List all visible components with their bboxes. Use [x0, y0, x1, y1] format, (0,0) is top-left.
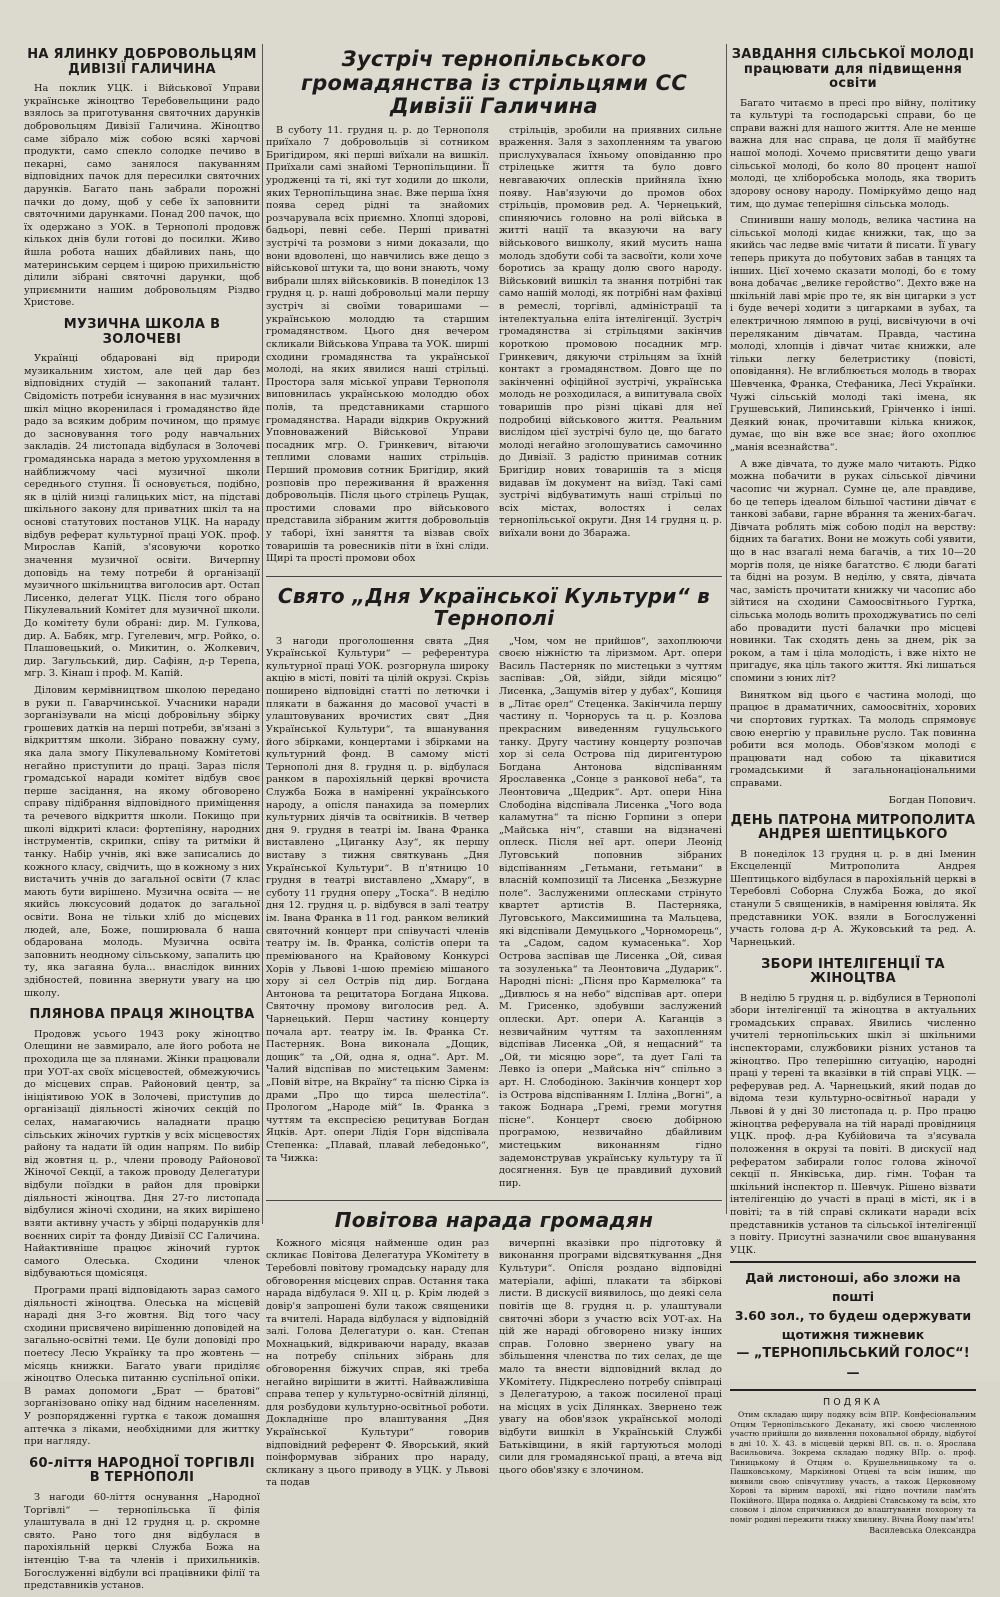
article-text: А вже дівчата, то дуже мало читають. Рідко можна побачити в руках сільської дівчини часопис чи журнал. Сумне це, але правдиве, бо це теперь ідеалом більшої частини дівчат є танкові забави, гарне вбрання та жених-багач. Дівчата роблять між собою поділ на верству: бідних та багатих. Вони не можуть собі уявити, що в нас взагалі нема багачів, а тих 10—20 моргів поля, це ніяке багатство. Є люди багаті та бідні на розум. В неділю, у свята, дівчата час, замість прочитати книжку чи часопис або зійтися на сходини Самоосвітнього Гуртка, сільська молодь волить проходжуватись по селі або провадити пусті балачки про місцеві новинки. Так сходять день за днем, рік за роком, а там і ціла молодість, і вже ніхто не пригадує, яка ціль такого життя. Які лишаться спомини з юних літ? — [730, 458, 976, 685]
middle-column — [266, 40, 722, 1494]
article-text: Діловим кермівництвом школою передано в руки п. Гаварчинської. Учасники наради зорганізували на місці добровільну збірку грошевих датків на перші потреби, зв'язані з відкриттям школи. Зібрано поважну суму, яка дала змогу Пікулевальному Комітетові негайно приступити до праці. Зараз після громадської наради комітет відбув своє перше засідання, на якому обговорено справу підібрання відповідного приміщення та речевого відкриття школи. Покищо при школі відкриті класи: фортепіяну, народних інструментів, скрипки, співу та ритміки й танку. Набір учнів, які вже записались до кожного класу, свідчить, що в кожному з них вистачить учнів до загальної освіти (7 клас мають бути вирішено. Музична освіта — не якийсь люксусовий додаток до загальної освіти. Вона не тільки хліб до місцевих людей, але, Боже, поширювала б наша обдарована молодь. Музична освіта заповнить неодному сільському, запалить цю ту, яка загаяна була... внаслідок винних здібностей, повинна звернути увагу на цю школу. — [24, 685, 260, 999]
article-title: ДЕНЬ ПАТРОНА МИТРОПОЛИТА АНДРЕЯ ШЕПТИЦЬКОГО — [730, 812, 976, 843]
article-title: МУЗИЧНА ШКОЛА В ЗОЛОЧЕВІ — [63, 317, 221, 347]
thanks-text: Отим складаю щиру подяку всім ВПР. Конфесіональним Отцям Тернопільського Деканату, які своєю численною участю прийшли до виявлення поховальної обряду, відбутої в дні 10. X. 43. в місцевій церкві ВП. св. п. о. Ярослава Васильовича. Зокрема складаю подяку ВПр. о. проф. Тиницькому й Отцям о. Крушельницькому та о. Пашковському, Маркіянові Отцеві та всім іншим, що виявили свою співчутливу участь, а також Церковному Хорові та вірним парохії, які гідно почтили пам'ять Покійного. Щира подяка о. Андрієві Ставському та всім, хто словом і ділом спричинився до влаштування похорону та поміг родині пережити тяжку хвилину. Вічна Йому пам'ять! — [730, 1410, 976, 1524]
article-text: Програми праці відповідають зараз самого діяльності жіноцтва. Олеська на місцевій нараді дня 3-го жовтня. Від того часу сходини присвячено вирішенню доповідей на загально-освітні теми. Це були доповіді про поетесу Лесю Українку та про жовтень — місяць книжки. Багато уваги приділяє жіноцтво Олеська питанню суспільної опіки. В рамах допомоги „Брат — братові“ зорганізовано опіку над бідним населенням. У розпорядженні гуртка є також домашня аптечка з ліками, необхідними для життку при нагляду. — [24, 1284, 260, 1448]
article-text: Українці обдаровані від природи музикальним хистом, але цей дар без відповідних студій — закопаний талант. Свідомість потреби існування в нас музичних шкіл міцно вкоренилася і громадянство йде радо за всяким добрим почином, що прямує до засновування того роду навчальних закладів. 24 листопада відбулася в Золочеві громадянська нарада з метою урухомлення в найближчому часі музичної школи середнього ступня. Її основується, подібно, як в цілій низці галицьких міст, на підставі шкільного закону для приватних шкіл та на основі статутових постанов УЦК. На нараду відбув реферат культурної праці УОК. проф. Мирослав Капій, з'ясовуючи коротко значення музичної освіти. Вичерпну доповідь на тему потреби й організації музичного шкільництва виголосив арт. Остап Лисенко, делегат УЦК. Після того обрано Пікулевальний Комітет для музичної школи. До комітету були обрані: дир. М. Гулкова, дир. А. Бабяк, мгр. Гугелевич, мгр. Ройко, о. Плашовецький, о. Микитин, о. Жолкевич, дир. Загульський, дир. Сафіян, д-р Терепа, мгр. З. Кінаш і проф. М. Капій. — [24, 353, 260, 680]
author-signature: Богдан Попович. — [888, 794, 976, 806]
thanks-title: ПОДЯКА — [823, 1397, 883, 1409]
column-rule — [262, 44, 263, 1224]
article-columns — [266, 125, 722, 570]
article-text: Винятком від цього є частина молоді, що працює в драматичних, самоосвітніх, хорових чи спортових гуртках. Та молодь спрямовує свою енергію у правильне русло. Так повинна робити вся молодь. Обов'язком молоді є працювати над собою та цікавитися громадськими й загальнонаціональними справами. — [730, 689, 976, 789]
article-text: Спинивши нашу молодь, велика частина на сільської молоді кидає книжки, так, що за якийсь час ледве вміє читати й писати. Її увагу теперь прикута до побутових забав в танцях та інших. Цієї хочемо сказати молоді, бо є тому вона добачає „велике геройство“. Дехто вже на шкільній лаві мріє про те, як він цигарки з уст і буде вечері ходити з цигарками в зубах, та електричною лямпою в руці, висвічуючи в очі переляканим дівчатам. Правда, частина молоді, хлопців і дівчат читає книжки, але тільки легку белетристику (повісті, оповідання). Не вглиблюється молодь в творах Шевченка, Франка, Стефаника, Лесі Українки. Чужі сільській молоді такі імена, як Грушевський, Липинський, Грінченко і інші. Деякий юнак, прочитавши кілька книжок, думає, що він вже все знає; його охоплює „манія всезнайства“. — [730, 215, 976, 454]
article-title: ЗБОРИ ІНТЕЛІГЕНЦІЇ ТА ЖІНОЦТВА — [761, 956, 945, 987]
article-title: 60-ліття НАРОДНОЇ ТОРГІВЛІ В ТЕРНОПОЛІ — [29, 1455, 255, 1486]
thanks-signature: Василевська Олександра — [869, 1526, 976, 1536]
article-title: ЗАВДАННЯ СІЛЬСЬКОЇ МОЛОДІ працювати для підвищення освіти — [731, 47, 975, 92]
ad-line: Дай листоноші, або зложи на пошті — [745, 1270, 961, 1305]
article-columns — [266, 636, 722, 1195]
article-text: Продовж усього 1943 року жіноцтво Олещини не завмирало, але його робота не проходила ще за плянами. Жінки працювали при УОТ-ах своїх місцевостей, обмежуючись до місцевих справ. Районовий центр, за ініціятивою УОК в Золочеві, приступив до організації діяльності жіночих секцій по селах, намагаючись наладнати працю сільських жіночих гуртків у всіх місцевостях району та надати їй один напрям. По вибір від жовтня ц. р., члени проводу Районової Жіночої Секції, а також проводу Делегатури відбули поїздки в район для провірки діяльності жіноцтва. Дня 27-го листопада відбулися жіночі сходини, на яких вирішено взяти активну участь у збірці подарунків для воєнних сиріт та фонду Дивізії СС Галичина. Найактивніше працює жіночий гурток самого Олеська. Сходини членок відбуваються щомісяця. — [24, 1028, 260, 1280]
article-title: Свято „Дня Української Культури“ в Тернополі — [277, 583, 711, 631]
article-text: стрільців, зробили на приявних сильне враження. Заля з захопленням та увагою прислухувалася їхньому оповіданню про стрілецьке життя та було довго невгаваючих оплесків прийняла їхню появу. Нав'язуючи до промов обох стрільців, промовив ред. А. Чернецький, спиняючись головно на ролі війська в житті нації та вказуючи на вагу військового вишколу, який мусить наша молодь здобути собі та засвоїти, коли хоче боротись за кращу долю свого народу. Військовий вишкіл та знання потрібні так само нашій молоді, як потрібні нам фахівці в ремеслі, торгівлі, адміністрації та інтелектуальна еліта інтелігенції. Зустріч громадянства зі стрільцями закінчив короткою промовою посадник мгр. Гринкевич, дякуючи стрільцям за їхній контакт з громадянством. Довго ще по закінченні офіційної зустрічі, українська молодь не розходилася, а випитувала своїх товаришів про різні цікаві для неї подробиці військового життя. Реальним вислідом цієї зустрічі було це, що багато молоді негайно зголошуватись самочинно до Дивізії. З радістю принимав сотник Бригідир нових товаришів та з місця видавав їм документ на виїзд. Такі самі зустрічі відбуватимуть наші стрільці по всіх містах, волостях і селах тернопільської округи. Дня 14 грудня ц. р. виїхали вони до Збаража. — [499, 124, 722, 540]
article-title: ПЛЯНОВА ПРАЦЯ ЖІНОЦТВА — [29, 1007, 255, 1023]
article-text: „Чом, чом не прийшов“, захоплюючи своєю ніжністю та ліризмом. Арт. опери Василь Пастерняк по мистецьки з чуттям заспівав: „Ой, зійди, зійди місяцю“ Лисенка, „Защумів вітер у дубах“, Кошиця в „Літає орел“ Стеценка. Закінчила першу частину п. Чорнорусь та ц. р. Козлова прекрасним виведенням гуцульського танку. Другу частину концерту розпочав хор зі села Острова під диригентурою Богдана Антонова відспіванням Ярославенка „Сонце з ранкової неба“, та Леонтовича „Щедрик“. Арт. опери Ніна Слободіна відспівала Лисенка „Чого вода каламутна“ та пісню Горпини з опери „Майська ніч“, ставши на відзначені оплеск. Після неї арт. опери Леонід Луговський поповнив зібраних відспіванням „Гетьмани, гетьмани“ в власній композиції та Лисенка „Безжурне поле“. Заслуженими оплесками стрінуто квартет артистів В. Пастерняка, Луговського, Максимишина та Мальцева, які відспівали Демуцького „Чорноморець“, та „Садом, садом кумасенька“. Хор Острова заспівав ще Лисенка „Ой, сивая та зозуленька“ та Леонтовича „Дударик“. Народні пісні: „Пісня про Кармелюка“ та „Дивлюсь я на небо“ відспівав арт. опери М. Грисенко, здобувши заслужений оплески. Арт. опери А. Каганців з незвичайним чуттям та захопленням відспівав Лисенка „Ой, я нещасний“ та „Ой, ти місяцю зоре“, та дует Галі та Левко із опери „Майська ніч“ спільно з арт. Н. Слободіною. Закінчив концерт хор із Острова відспіванням І. Ілліна „Вогні“, а також Боднара „Гремі, греми могутня пісне“. Концерт своєю добірною програмою, незвичайно дбайливим мистецьким виконанням гідно задемонстрував українську культуру та її досягнення. Був це правдивий духовий пир. — [499, 635, 722, 1189]
ad-line: 3.60 зол., то будеш одержувати щотижня тижневик — [734, 1307, 972, 1342]
left-column — [24, 40, 260, 1597]
column-rule — [726, 44, 727, 1214]
article-text: В понеділок 13 грудня ц. р. в дні Іменин Ексцеленції Митрополита Андрея Шептицького відбулася в парохіяльній церкві в Теребовлі Соборна Служба Божа, до якої станули 5 священиків, в намірення ювілята. Як представники УОК. взяли в Богослуженні участь голова д-р А. Жуковський та ред. А. Чарнецький. — [730, 848, 976, 948]
article-text: В неділю 5 грудня ц. р. відбулися в Тернополі збори інтелігенції та жіноцтва в актуальних громадських справах. Явились численно учителі тернопільських шкіл зі шкільними інспекторами, службовики різних установ та жіноцтво. Про теперішню ситуацію, народні праці у терені та вказівки в тій справі УЦК. — реферував ред. А. Чарнецький, який подав до відома тези культурно-освітньої наради у Львові й у дні 30 листопада ц. р. Про працю жіноцтва реферувала на тій нараді провідниця УЦК. проф. д-ра Кубійовича та з'ясувала положення в окрузі та повіті. В дискусії над рефератом забирали голос голова жіночої секції п. Янківська, дир. гімн. Тофан та шкільний інспектор п. Шевчук. Рішено візвати інтелігенцію до участі в праці в місті, як і в повіті; та в тій справі скликати наради всіх представників установ та сільської інтелігенції з повіту. Присутні зазначили своє вшанування УЦК. — [730, 992, 976, 1256]
right-column — [730, 40, 976, 1541]
ad-line: — „ТЕРНОПІЛЬСЬКИЙ ГОЛОС“! — — [736, 1346, 970, 1381]
subscription-ad — [730, 1261, 976, 1391]
section-rule — [266, 576, 722, 577]
article-title: Повітова нарада громадян — [334, 1208, 654, 1233]
section-rule — [266, 1200, 722, 1201]
article-text: На поклик УЦК. і Військової Управи українське жіноцтво Теребовельщини радо взялось за приготування святочних дарунків добровольцям Дивізії Галичина. Жіноцтво саме зібрало між собою всякі харчові продукти, само спекло солодке печиво в пекарні, само занялося пакуванням відповідних пачок для пересилки святочних дарунків. Багато пань забрали порожні пачки до дому, щоб у себе їх заповнити святочними дарунками. Понад 200 пачок, що їх одержано з УОК. в Тернополі продовж кількох днів були готові до посилки. Живо йшла робота наших дбайливих пань, що материнським серцем і щирою прихильністю ділили зібрані святочні дарунки, щоб уприємнити нашим добровольцям Різдво Христове. — [24, 83, 260, 309]
article-text: вичерпні вказівки про підготовку й виконання програми відсвяткування „Дня Культури“. Опісля роздано відповідні матеріали, афіші, плакати та збіркові листи. В дискусії виявилось, що деякі села повітів ще 8. грудня ц. р. улаштували святочні збори з участю всіх УОТ-ах. На цій же нараді обговорено низку інших справ. Головно звернено увагу на збільшення членства по тих селах, де ще мало та внести відповідний вклад до УКомітету. Підкреслено потребу співпраці з Делегатурою, а також посиленої праці на місцях в усіх Ділянках. Звернено теж увагу на обов'язок української молоді відбути вишкіл в Українській Службі Батьківщини, в якій гартуються молоді сили для громадянської праці, а втеча від цього обов'язку є злочином. — [499, 1237, 722, 1476]
article-columns — [266, 1238, 722, 1494]
article-text: Багато читаємо в пресі про війну, політику та культурі та господарські справи, бо це справи важні для нашого життя. Але не менше важна для нас справа, це доля її майбутнє нашої молоді. Хочемо присвятити дещо уваги сільської молоді, бо коло 80 процент нашої молоді, це хліборобська молодь, яка творить здорову основу народу. Поміркуймо дещо над тим, що думає теперішня сільська молодь. — [730, 97, 976, 210]
article-text: З нагоди 60-ліття оснування „Народної Торгівлі“ — тернопільська її філія улаштувала в дні 12 грудня ц. р. скромне свято. Рано того дня відбулася в парохіяльній церкві Служба Божа на інтенцію Т-ва та членів і прихильників. Богослуженні відбули всі працівники філії та представників установ. — [24, 1491, 260, 1592]
article-text: Кожного місяця найменше один раз скликає Повітова Делегатура УКомітету в Теребовлі повітову громадську нараду для обговорення місцевих справ. Остання така нарада відбулася 9. XII ц. р. Крім людей з довір'я запрошені були також священики та вчителі. Нарада відбулася у відповідній залі. Голова Делегатури о. кан. Степан Мохнацький, відкриваючи нараду, вказав на потребу спільних зібрань для обговорення біжучих справ, які треба негайно вирішити в житті. Найважливіша справа тепер у культурно-освітній ділянці, для розбудови культурно-освітньої роботи. Докладніше про влаштування „Дня Української Культури“ говорив відповідний референт Ф. Яворський, який поінформував зібраних про нараду, скликану з цього приводу в УЦК. у Львові та подав — [266, 1237, 489, 1489]
article-title: НА ЯЛИНКУ ДОБРОВОЛЬЦЯМ ДИВІЗІЇ ГАЛИЧИНА — [27, 47, 257, 77]
article-text: В суботу 11. грудня ц. р. до Тернополя приїхало 7 добровольців зі сотником Бригідиром, які перші виїхали на вишкіл. Приїхали самі знайомі Тернопільщини. Її уродженці та ті, які тут ходили до школи, яких Тернопільщина знає. Вже перша їхня поява серед рідні та знайомих розчарувала всіх приємно. Хлопці здорові, бадьорі, певні себе. Перші приватні зустрічі та розмови з ними доказали, що вони вдоволені, що навчились вже дещо з військової штуки та, що вони знають, чому вибрали шлях військовиків. В понеділок 13 грудня ц. р. наші добровольці мали першу зустріч зі своїми товаришами — українською молоддю та старшим громадянством. Цього дня вечером скликали Військова Управа та УОК. ширші сходини громадянства та української молоді, на яких явилися наші стрільці. Простора заля міської управи Тернополя виповнилась українською молоддю обох полів, та представниками старшого громадянства. Наради відкрив Окружний Уповноважений Військової Управи посадник мгр. О. Гринкевич, вітаючи теплими словами наших стрільців. Перший промовив сотник Бригідир, який розповів про переживання й враження добровольців. Після цього стрілець Рущак, простими словами про військового представила зібраним життя добровольців у таборі, їхні заняття та візвав своїх товаришів та ровесників піти в їхні сліди. Щирі та прості промови обох — [266, 124, 489, 565]
article-title: Зустріч тернопільського громадянства із стрільцями СС Дивізії Галичина — [300, 47, 688, 119]
article-text: З нагоди проголошення свята „Дня Української Культури“ — референтура культурної праці УОК. розгорнула широку акцію в місті, повіті та цілій окрузі. Скрізь поширено відповідні статті по летючки і плякати в бажання до масової участі в улаштовуваних врочистих свят „Дня Української Культури“, та вшанування його збірками, концертами і збірками на культурний фонд. В самому місті Тернополі дня 8. грудня ц. р. відбулася ранком в парохіяльній церкві врочиста Служба Божа в наміренні українського народу, а опісля панахида за померлих культурних діячів та освітників. В четвер дня 9. грудня в театрі ім. Івана Франка виставлено „Циганку Азу“, як першу виставу з тижня святкувань „Дня Української Культури“. В п'ятницю 10 грудня в театрі виставлено „Хмару“, в суботу 11 грудня оперу „Тоска“. В неділю дня 12. грудня ц. р. відбувся в залі театру ім. Івана Франка в 11 год. ранком великий святочний концерт при співучасті членів театру ім. Ів. Франка, солістів опери та преміюваного на Крайовому Конкурсі Хорів у Львові 1-шою премією мішаного хору зі сел Острів під дир. Богдана Антонова та рецитатора Богдана Яцкова. Святочну промову виголосив ред. А. Чарнецький. Перш частину концерту почала арт. театру ім. Ів. Франка Ст. Пастерняк. Вона виконала „Дощик, дощик“ та „Ой, одна я, одна“. Арт. М. Чалий відспівав по мистецьким Заменм: „Повій вітре, на Вкраїну“ та пісню Сірка із драми „Про що тирса шелестіла“. Прологом „Народе мій“ Ів. Франка з чуттям та експресією рецитував Богдан Яцків. Арт. опери Лідія Горн відспівала Степенка: „Плавай, плавай лебедонько“, та Чижка: — [266, 635, 489, 1164]
